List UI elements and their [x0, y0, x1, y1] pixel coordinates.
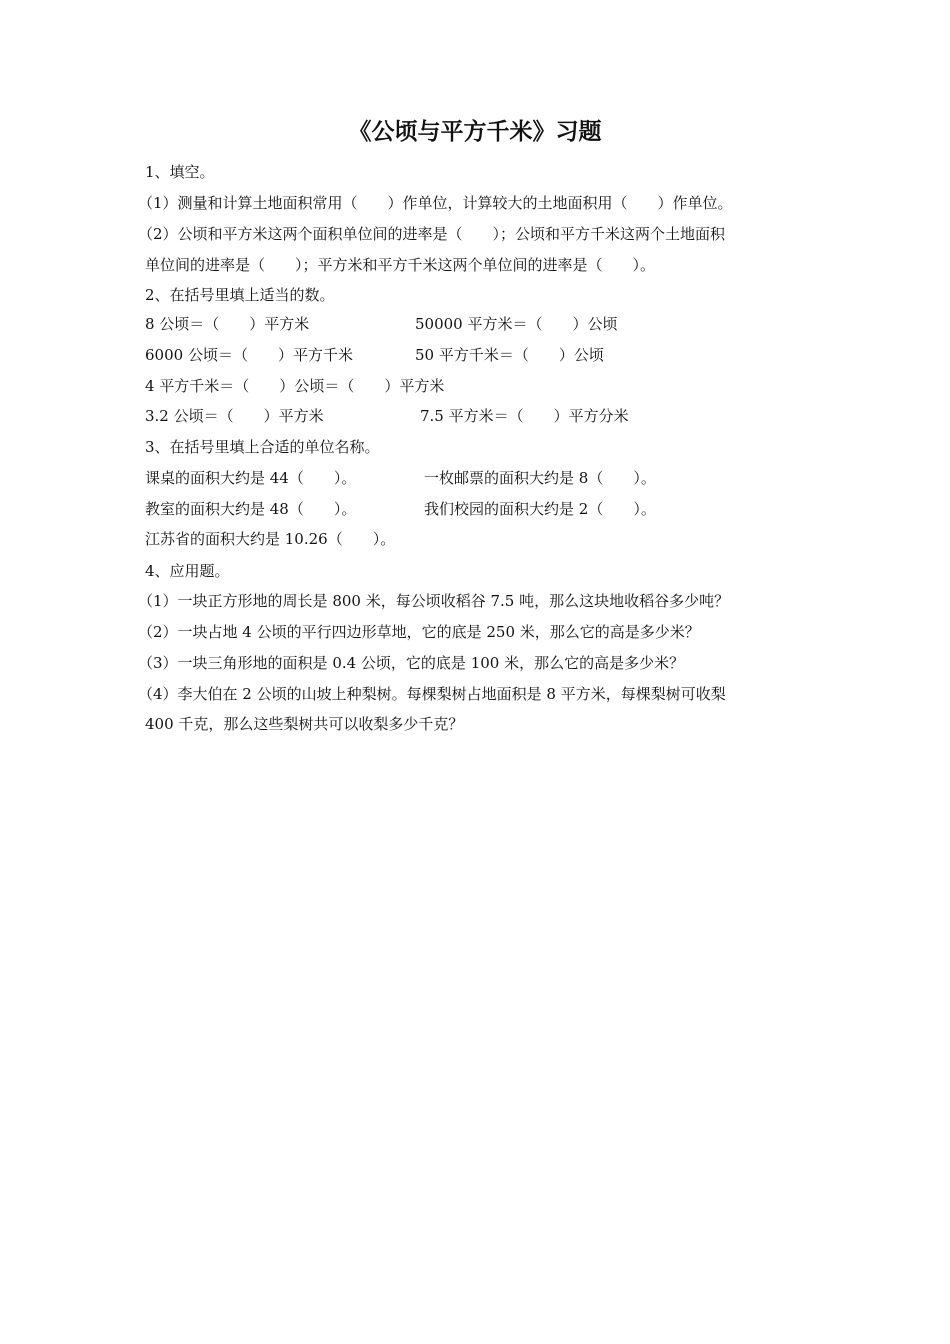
section-4-question-2: （2）一块占地 4 公顷的平行四边形草地，它的底是 250 米，那么它的高是多少米？ [138, 623, 700, 641]
section-2-row-2-right: 50 平方千米＝（ ）公顷 [415, 346, 604, 364]
section-4-question-4-line-1: （4）李大伯在 2 公顷的山坡上种梨树。每棵梨树占地面积是 8 平方米，每棵梨树可收梨 [138, 685, 726, 703]
section-4-question-3: （3）一块三角形地的面积是 0.4 公顷，它的底是 100 米，那么它的高是多少米？ [138, 654, 685, 672]
section-3-row-2-right: 我们校园的面积大约是 2（ ）。 [424, 500, 656, 518]
section-1-heading: 1、填空。 [145, 163, 215, 181]
section-2-row-3-left: 4 平方千米＝（ ）公顷＝（ ）平方米 [145, 377, 445, 395]
section-3-row-3-left: 江苏省的面积大约是 10.26（ ）。 [145, 530, 396, 548]
section-3-heading: 3、在括号里填上合适的单位名称。 [145, 438, 380, 456]
section-4-question-4-line-2: 400 千克，那么这些梨树共可以收梨多少千克？ [145, 715, 464, 733]
section-2-row-4-left: 3.2 公顷＝（ ）平方米 [145, 407, 324, 425]
section-2-heading: 2、在括号里填上适当的数。 [145, 286, 335, 304]
section-2-row-1-left: 8 公顷＝（ ）平方米 [145, 315, 310, 333]
section-1-question-2-line-1: （2）公顷和平方米这两个面积单位间的进率是（ ）；公顷和平方千米这两个土地面积 [138, 225, 726, 243]
section-2-row-2-left: 6000 公顷＝（ ）平方千米 [145, 346, 353, 364]
section-3-row-1-left: 课桌的面积大约是 44（ ）。 [145, 469, 357, 487]
section-3-row-2-left: 教室的面积大约是 48（ ）。 [145, 500, 357, 518]
section-2-row-1-right: 50000 平方米＝（ ）公顷 [415, 315, 618, 333]
page-title: 《公顷与平方千米》习题 [348, 119, 602, 145]
section-1-question-1: （1）测量和计算土地面积常用（ ）作单位，计算较大的土地面积用（ ）作单位。 [138, 194, 733, 212]
section-4-question-1: （1）一块正方形地的周长是 800 米，每公顷收稻谷 7.5 吨，那么这块地收稻谷多少吨？ [138, 592, 730, 610]
section-3-row-1-right: 一枚邮票的面积大约是 8（ ）。 [424, 469, 656, 487]
section-4-heading: 4、应用题。 [145, 562, 230, 580]
section-2-row-4-right: 7.5 平方米＝（ ）平方分米 [420, 407, 629, 425]
section-1-question-2-line-2: 单位间的进率是（ ）；平方米和平方千米这两个单位间的进率是（ ）。 [145, 256, 656, 274]
